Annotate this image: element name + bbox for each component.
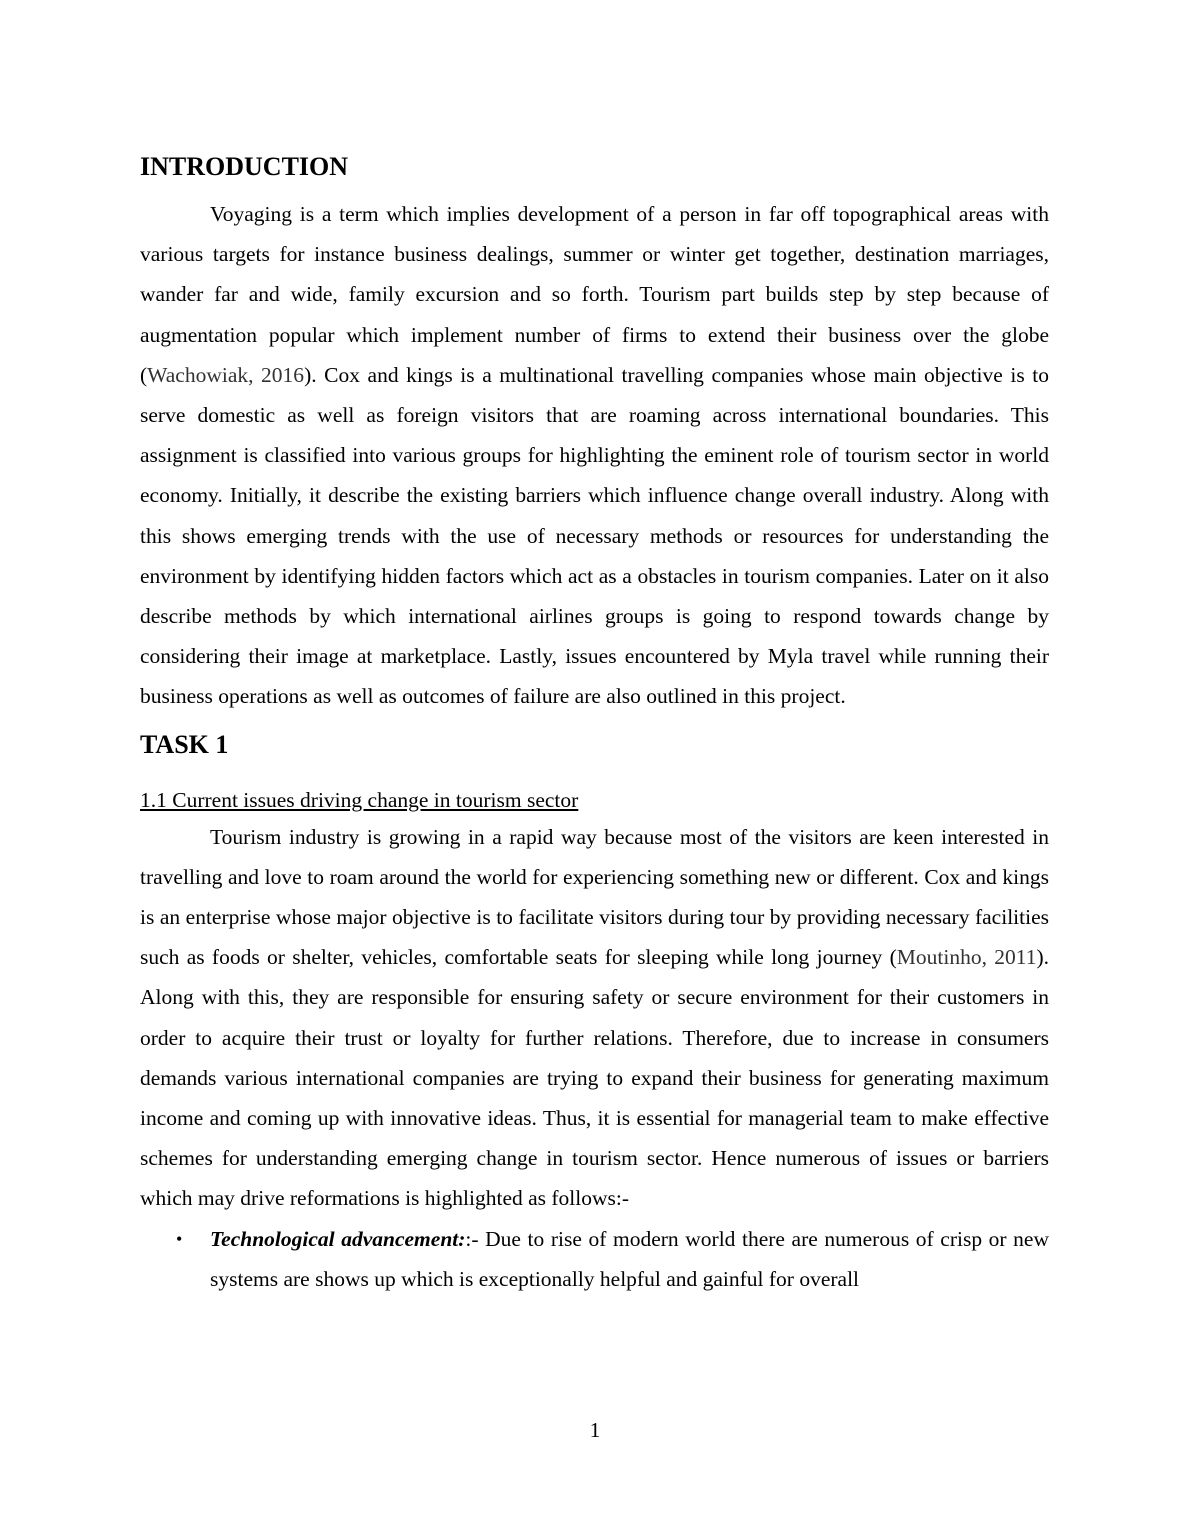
introduction-paragraph bbox=[140, 194, 1049, 717]
list-item bbox=[140, 1219, 1049, 1299]
issues-bullet-list bbox=[140, 1219, 1049, 1299]
task1-text-end: ). Along with this, they are responsible for ensuring safety or secure environment for their customers in order to acquire their trust or loyalty for further relations. Therefore, due to increase in consumers demands various international companies are trying to expand their business for generating maximum income and coming up with innovative ideas. Thus, it is essential for managerial team to make effective schemes for understanding emerging change in tourism sector. Hence numerous of issues or barriers which may drive reformations is highlighted as follows:- bbox=[140, 945, 1049, 1211]
bullet-icon: • bbox=[176, 1228, 183, 1249]
citation-wachowiak: Wachowiak, 2016 bbox=[147, 362, 305, 387]
task1-paragraph bbox=[140, 817, 1049, 1219]
page-number: 1 bbox=[589, 1418, 601, 1442]
introduction-text-start: Voyaging is a term which implies development of a person in far off topographical areas with various targets for instance business dealings, summer or winter get together, destination marriages, wander far and wide, family excursion and so forth. Tourism part builds step by step because of augmentation popular which implement number of firms to extend their business over the globe ( bbox=[140, 202, 1049, 387]
introduction-heading: INTRODUCTION bbox=[140, 152, 349, 181]
introduction-text-end: ). Cox and kings is a multinational travelling companies whose main objective is to serve domestic as well as foreign visitors that are roaming across international boundaries. This assignment is classified into various groups for highlighting the eminent role of tourism sector in world economy. Initially, it describe the existing barriers which influence change overall industry. Along with this shows emerging trends with the use of necessary methods or resources for understanding the environment by identifying hidden factors which act as a obstacles in tourism companies. Later on it also describe methods by which international airlines groups is going to respond towards change by considering their image at marketplace. Lastly, issues encountered by Myla travel while running their business operations as well as outcomes of failure are also outlined in this project. bbox=[140, 362, 1049, 709]
bullet-term: Technological advancement: bbox=[210, 1226, 466, 1251]
section-1-1-subheading: 1.1 Current issues driving change in tourism sector bbox=[140, 787, 579, 812]
citation-moutinho: Moutinho, 2011 bbox=[896, 945, 1037, 970]
bullet-text: :- Due to rise of modern world there are numerous of crisp or new systems are shows up which is exceptionally helpful and gainful for overall bbox=[210, 1226, 1049, 1291]
document-page bbox=[140, 140, 1049, 1299]
task1-heading: TASK 1 bbox=[140, 729, 229, 759]
task1-text-start: Tourism industry is growing in a rapid way because most of the visitors are keen interested in travelling and love to roam around the world for experiencing something new or different. Cox and kings is an enterprise whose major objective is to facilitate visitors during tour by providing necessary facilities such as foods or shelter, vehicles, comfortable seats for sleeping while long journey ( bbox=[140, 824, 1049, 970]
